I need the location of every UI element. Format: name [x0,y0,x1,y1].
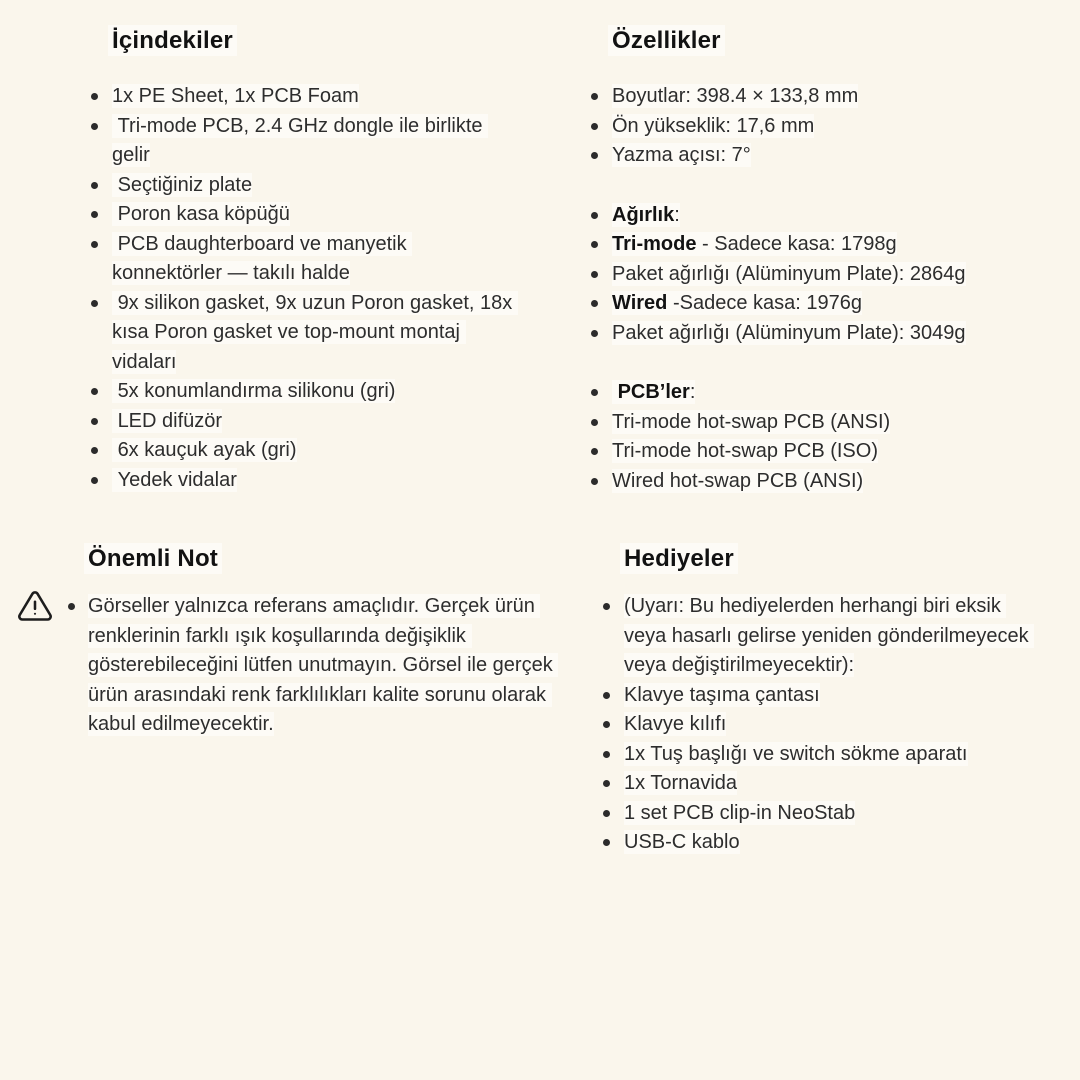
contents-list [88,82,520,495]
list-item: Yedek vidalar [88,466,520,496]
list-item: LED difüzör [88,407,520,437]
list-item: 1x PE Sheet, 1x PCB Foam [88,82,520,112]
list-item: 1x Tuş başlığı ve switch sökme aparatı [602,740,1038,770]
specs-title: Özellikler [590,26,1038,56]
specs-list [590,82,1038,496]
list-item: 1x Tornavida [602,769,1038,799]
list-item: PCB’ler: [590,378,1038,408]
list-item: 6x kauçuk ayak (gri) [88,436,520,466]
list-item: PCB daughterboard ve manyetik konnektörler — takılı halde [88,230,520,289]
gifts-list [602,592,1038,858]
note-list [68,592,560,740]
section-gifts [602,544,1038,858]
contents-title: İçindekiler [88,26,520,56]
section-contents [88,26,520,495]
list-item: Wired hot-swap PCB (ANSI) [590,467,1038,497]
list-item: Tri-mode - Sadece kasa: 1798g [590,230,1038,260]
list-item: Poron kasa köpüğü [88,200,520,230]
list-item: Tri-mode hot-swap PCB (ISO) [590,437,1038,467]
list-item: Klavye kılıfı [602,710,1038,740]
section-important-note [68,544,560,740]
list-item: Paket ağırlığı (Alüminyum Plate): 3049g [590,319,1038,349]
list-item: Tri-mode hot-swap PCB (ANSI) [590,408,1038,438]
list-item: (Uyarı: Bu hediyelerden herhangi biri eksik veya hasarlı gelirse yeniden gönderilmeyecek veya değiştirilmeyecektir): [602,592,1038,681]
list-item: Boyutlar: 398.4 × 133,8 mm [590,82,1038,112]
list-item: Seçtiğiniz plate [88,171,520,201]
section-specs [590,26,1038,496]
list-item: Ön yükseklik: 17,6 mm [590,112,1038,142]
list-item: USB-C kablo [602,828,1038,858]
list-item: Klavye taşıma çantası [602,681,1038,711]
list-item: Tri-mode PCB, 2.4 GHz dongle ile birlikte gelir [88,112,520,171]
list-item: 1 set PCB clip-in NeoStab [602,799,1038,829]
list-item: Paket ağırlığı (Alüminyum Plate): 2864g [590,260,1038,290]
list-item: Yazma açısı: 7° [590,141,1038,171]
list-item: 9x silikon gasket, 9x uzun Poron gasket, 18x kısa Poron gasket ve top-mount montaj vidaları [88,289,520,378]
list-item: 5x konumlandırma silikonu (gri) [88,377,520,407]
note-title: Önemli Not [68,544,560,574]
gifts-title: Hediyeler [602,544,1038,574]
list-item: Ağırlık: [590,201,1038,231]
list-item: Wired -Sadece kasa: 1976g [590,289,1038,319]
warning-icon [17,588,53,624]
list-item: Görseller yalnızca referans amaçlıdır. Gerçek ürün renklerinin farklı ışık koşullarında değişiklik gösterebileceğini lütfen unutmayın. Görsel ile gerçek ürün arasındaki renk farklılıkları kalite sorunu olarak kabul edilmeyecektir. [68,592,560,740]
